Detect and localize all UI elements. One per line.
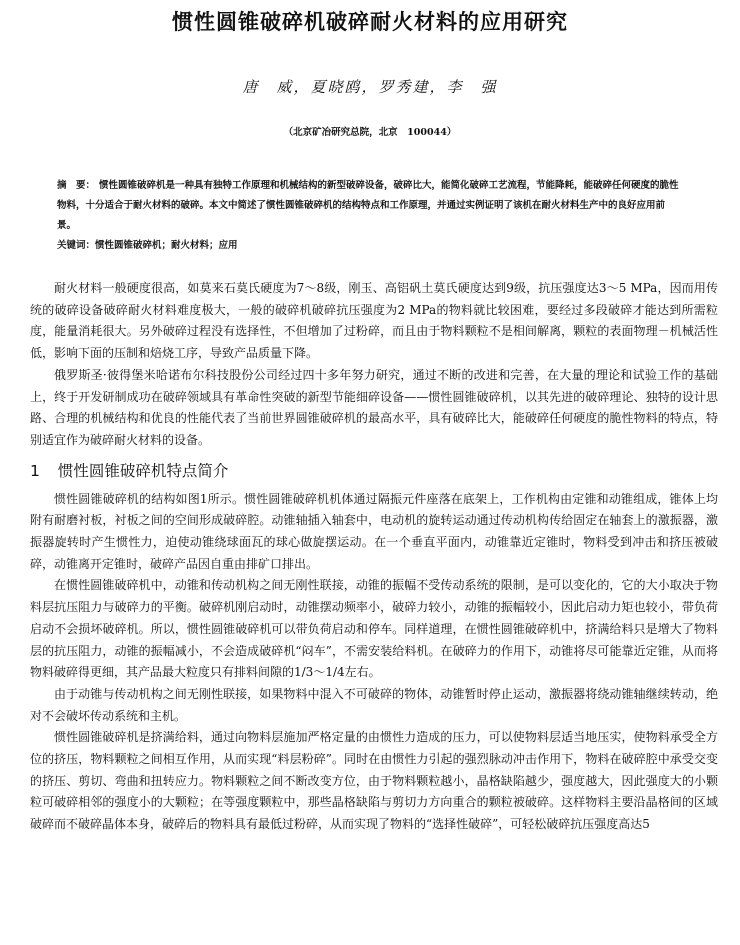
body-text xyxy=(30,278,718,836)
body-paragraph: 惯性圆锥破碎机的结构如图1所示。惯性圆锥破碎机机体通过隔振元件座落在底架上，工作机构由定锥和动锥组成，锥体上均附有耐磨衬板，衬板之间的空间形成破碎腔。动锥轴插入轴套中，电动机的旋转运动通过传动机构传给固定在轴套上的激振器，激振器旋转时产生惯性力，迫使动锥绕球面瓦的球心做旋摆运动。在一个垂直平面内，动锥靠近定锥时，物料受到冲击和挤压被破碎，动锥离开定锥时，破碎产品因自重由排矿口排出。 xyxy=(30,491,718,571)
section-heading xyxy=(30,453,718,489)
abstract-label: 摘 要： xyxy=(57,180,96,191)
body-paragraph: 在惯性圆锥破碎机中，动锥和传动机构之间无刚性联接，动锥的振幅不受传动系统的限制，是可以变化的，它的大小取决于物料层抗压阻力与破碎力的平衡。破碎机刚启动时，动锥摆动频率小，破碎力较小，动锥的振幅较小，因此启动力矩也较小，带负荷启动不会损坏破碎机。所以，惯性圆锥破碎机可以带负荷启动和停车。同样道理，在惯性圆锥破碎机中，挤满给料只是增大了物料层的抗压阻力，动锥的振幅减小，不会造成破碎机“闷车”，不需安装给料机。在破碎力的作用下，动锥将尽可能靠近定锥，从而将物料破碎得更细，其产品最大粒度只有排料间隙的1/3～1/4左右。 xyxy=(30,578,718,680)
keywords-label: 关键词： xyxy=(57,240,96,251)
body-paragraph: 俄罗斯圣·彼得堡米哈诺布尔科技股份公司经过四十多年努力研究，通过不断的改进和完善，在大量的理论和试验工作的基础上，终于开发研制成功在破碎领域具有革命性突破的新型节能细碎设备——惯性圆锥破碎机，以其先进的破碎理论、独特的设计思路、合理的机械结构和优良的性能代表了当前世界圆锥破碎机的最高水平，具有破碎比大，能破碎任何硬度的脆性物料的特点，特别适宜作为破碎耐火材料的设备。 xyxy=(30,367,718,447)
section-title: 惯性圆锥破碎机特点简介 xyxy=(57,461,229,480)
body-paragraph: 惯性圆锥破碎机是挤满给料，通过向物料层施加严格定量的由惯性力造成的压力，可以使物料层适当地压实，使物料承受全方位的挤压，物料颗粒之间相互作用，从而实现“料层粉碎”。同时在由惯性力引起的强烈脉动冲击作用下，物料在破碎腔中承受交变的挤压、剪切、弯曲和扭转应力。物料颗粒之间不断改变方位，由于物料颗粒越小，晶格缺陷越少，强度越大，因此强度大的小颗粒可破碎相邻的强度小的大颗粒；在等强度颗粒中，那些晶格缺陷与剪切力方向重合的颗粒被破碎。这样物料主要沿晶格间的区域破碎而不破碎晶体本身，破碎后的物料具有最低过粉碎，从而实现了物料的“选择性破碎”，可轻松破碎抗压强度高达5 xyxy=(30,730,718,832)
keywords-line xyxy=(57,236,683,256)
abstract-block xyxy=(57,176,683,256)
paper-title: 惯性圆锥破碎机破碎耐火材料的应用研究 xyxy=(172,9,568,34)
author-list: 唐 威，夏晓鸥，罗秀建，李 强 xyxy=(242,78,498,96)
body-paragraph: 耐火材料一般硬度很高，如莫来石莫氏硬度为7～8级，刚玉、高铝矾土莫氏硬度达到9级，抗压强度达3～5 MPa，因而用传统的破碎设备破碎耐火材料难度极大，一般的破碎机破碎抗压强度为2 MPa的物料就比较困难，要经过多段破碎才能达到所需粒度，能量消耗很大。另外破碎过程没有选择性，不但增加了过粉碎，而且由于物料颗粒不是相间解离，颗粒的表面物理－机械活性低，影响下面的压制和焙烧工序，导致产品质量下降。 xyxy=(30,281,718,361)
affiliation: （北京矿冶研究总院，北京 100044） xyxy=(283,127,457,138)
abstract-text: 惯性圆锥破碎机是一种具有独特工作原理和机械结构的新型破碎设备，破碎比大，能简化破碎工艺流程，节能降耗，能破碎任何硬度的脆性物料，十分适合于耐火材料的破碎。本文中简述了惯性圆锥破碎机的结构特点和工作原理，并通过实例证明了该机在耐火材料生产中的良好应用前景。 xyxy=(57,180,679,231)
keywords-text: 惯性圆锥破碎机；耐火材料；应用 xyxy=(95,240,238,251)
section-number: 1 xyxy=(30,461,40,480)
body-paragraph: 由于动锥与传动机构之间无刚性联接，如果物料中混入不可破碎的物体，动锥暂时停止运动，激振器将绕动锥轴继续转动，绝对不会破坏传动系统和主机。 xyxy=(30,686,718,723)
abstract-paragraph xyxy=(57,176,683,236)
